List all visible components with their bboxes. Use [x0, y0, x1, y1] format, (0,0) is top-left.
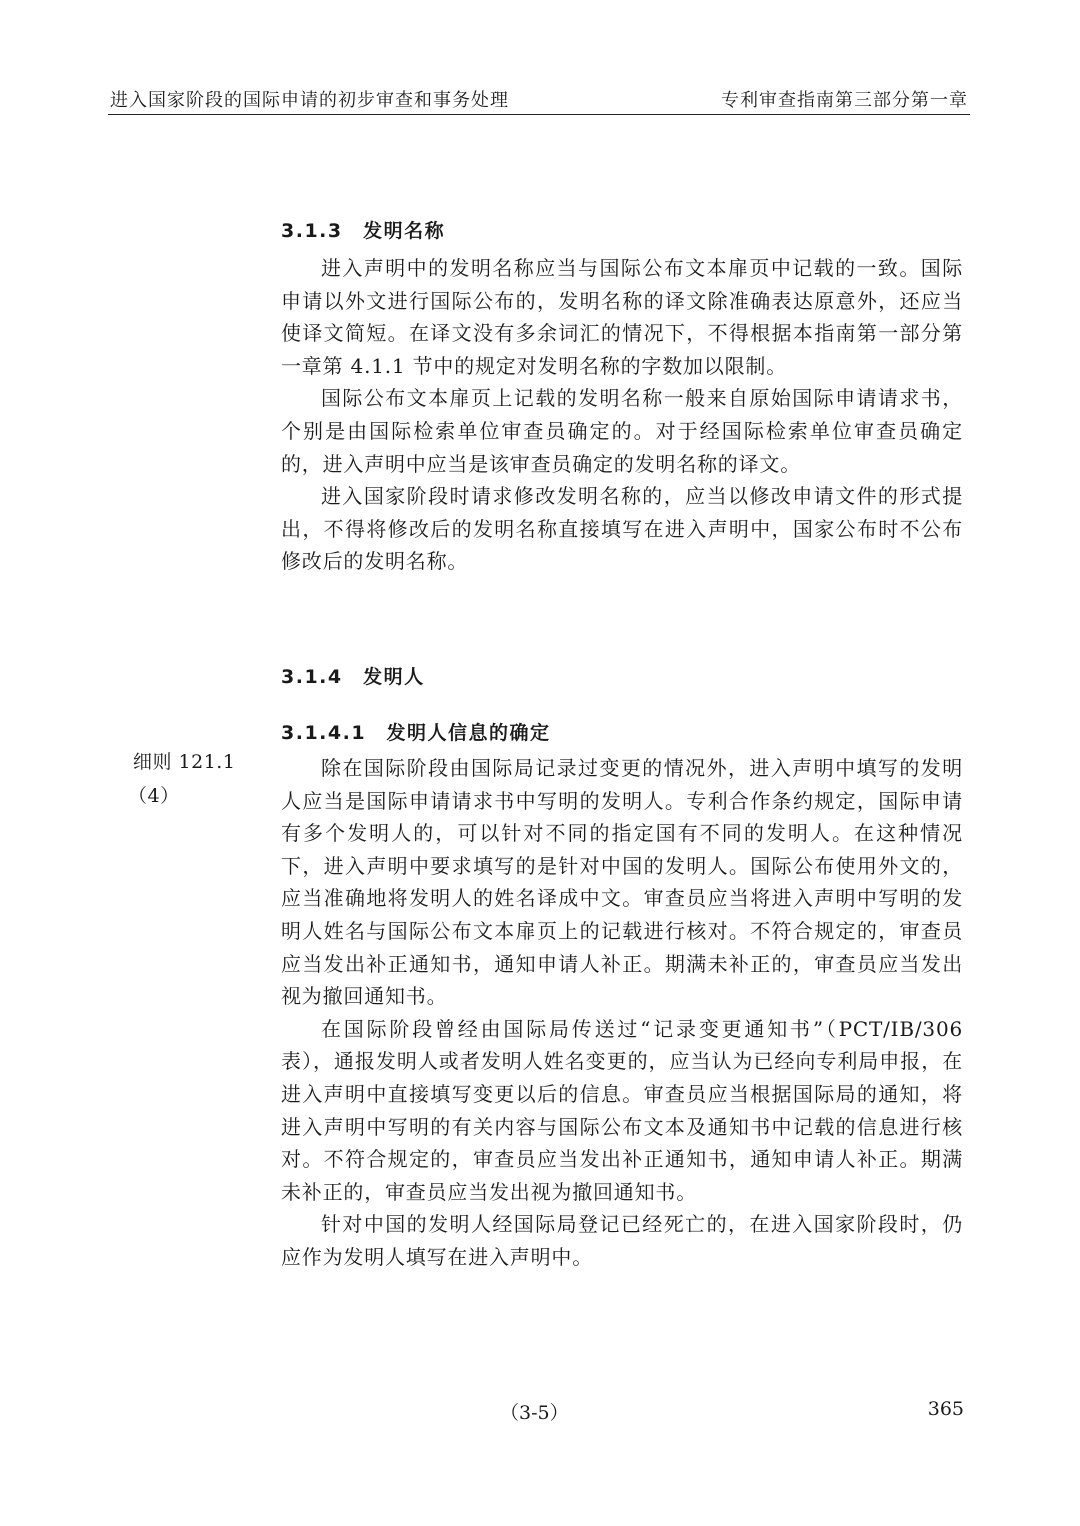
heading-3-1-4-1: 3.1.4.1 发明人信息的确定 [281, 722, 551, 744]
paragraph: 在国际阶段曾经由国际局传送过“记录变更通知书”（PCT/IB/306 表），通报发明人或者发明人姓名变更的，应当认为已经向专利局申报，在进入声明中直接填写变更以后的信息。审查员应当根据国际局的通知，将进入声明中写明的有关内容与国际公布文本及通知书中记载的信息进行核对。不符合规定的，审查员应当发出补正通知书，通知申请人补正。期满未补正的，审查员应当发出视为撤回通知书。 [281, 1016, 963, 1204]
running-header-left: 进入国家阶段的国际申请的初步审查和事务处理 [110, 90, 509, 111]
paragraph: 针对中国的发明人经国际局登记已经死亡的，在进入国家阶段时，仍应作为发明人填写在进入声明中。 [281, 1212, 963, 1269]
heading-3-1-4: 3.1.4 发明人 [281, 666, 425, 688]
heading-3-1-3: 3.1.3 发明名称 [281, 220, 446, 242]
section-3-1-3 [281, 216, 963, 578]
header-rule [108, 114, 970, 115]
paragraph: 进入声明中的发明名称应当与国际公布文本扉页中记载的一致。国际申请以外文进行国际公布的，发明名称的译文除准确表达原意外，还应当使译文简短。在译文没有多余词汇的情况下，不得根据本指南第一部分第一章第 4.1.1 节中的规定对发明名称的字数加以限制。 [281, 256, 963, 378]
paragraph: 除在国际阶段由国际局记录过变更的情况外，进入声明中填写的发明人应当是国际申请请求书中写明的发明人。专利合作条约规定，国际申请有多个发明人的，可以针对不同的指定国有不同的发明人。在这种情况下，进入声明中要求填写的是针对中国的发明人。国际公布使用外文的，应当准确地将发明人的姓名译成中文。审查员应当将进入声明中写明的发明人姓名与国际公布文本扉页上的记载进行核对。不符合规定的，审查员应当发出补正通知书，通知申请人补正。期满未补正的，审查员应当发出视为撤回通知书。 [281, 756, 963, 1009]
paragraph: 进入国家阶段时请求修改发明名称的，应当以修改申请文件的形式提出，不得将修改后的发明名称直接填写在进入声明中，国家公布时不公布修改后的发明名称。 [281, 484, 963, 574]
page-number: 365 [927, 1398, 964, 1420]
running-header-right: 专利审查指南第三部分第一章 [721, 90, 968, 111]
section-3-1-4 [281, 662, 963, 689]
margin-reference-line2: （4） [128, 785, 180, 807]
margin-reference-line1: 细则 121.1 [133, 751, 236, 773]
footer-section-number: （3-5） [500, 1402, 569, 1424]
section-3-1-4-1 [281, 718, 963, 1274]
paragraph: 国际公布文本扉页上记载的发明名称一般来自原始国际申请请求书，个别是由国际检索单位审查员确定的。对于经国际检索单位审查员确定的，进入声明中应当是该审查员确定的发明名称的译文。 [281, 386, 963, 476]
